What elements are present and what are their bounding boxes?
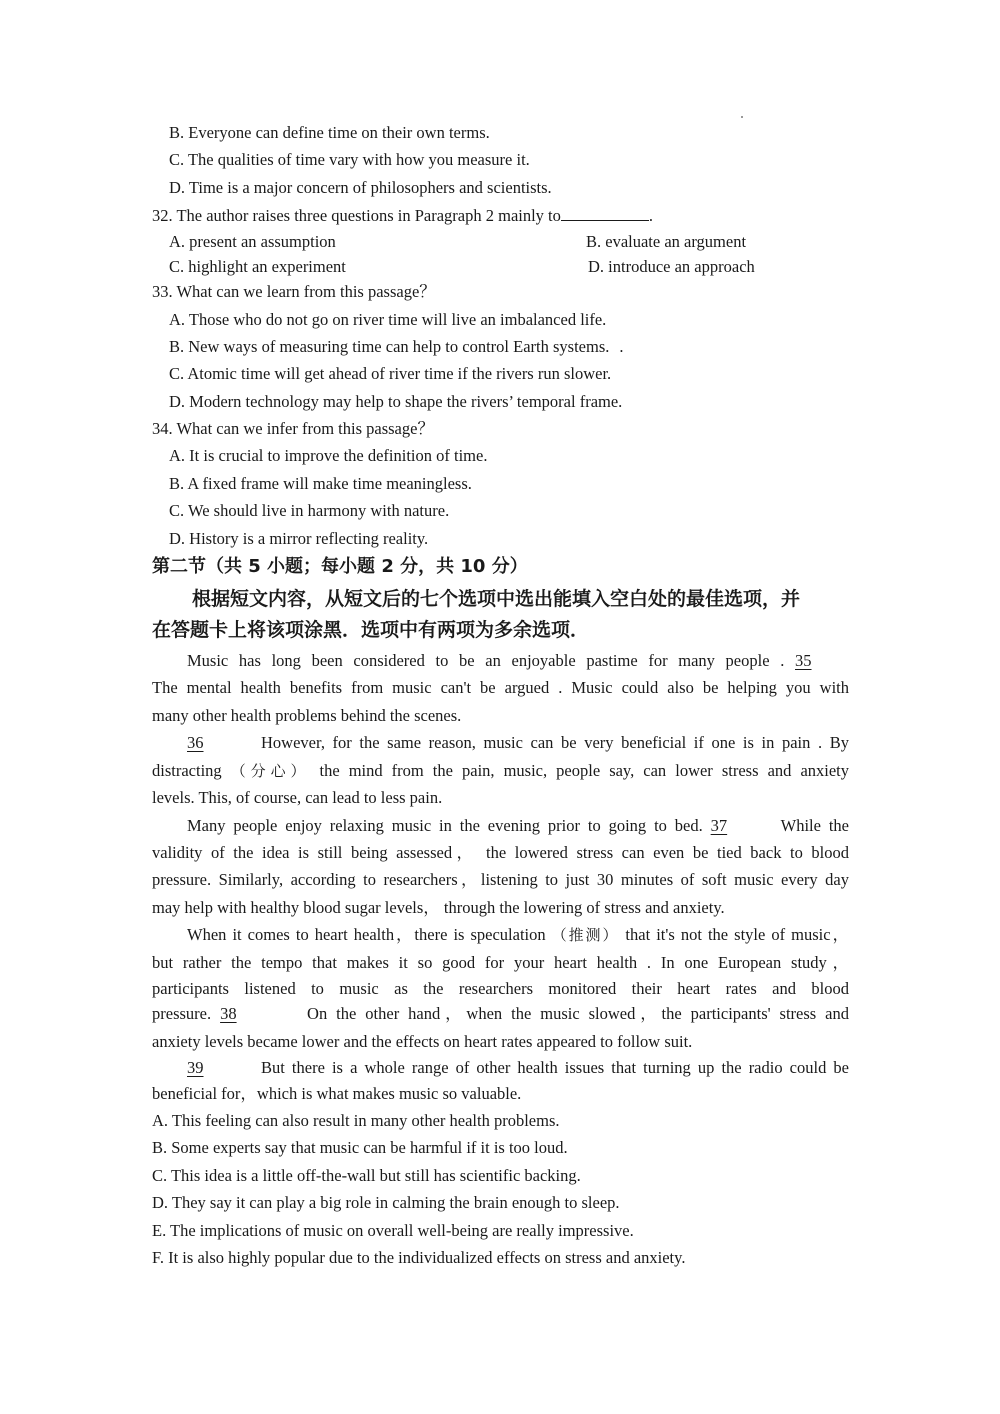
answer-option-d: D. They say it can play a big role in calming the brain enough to sleep. (152, 1193, 620, 1212)
q34-option-b: B. A fixed frame will make time meaningless. (169, 474, 472, 493)
passage-p1-line3: many other health problems behind the scenes. (152, 706, 462, 725)
q31-option-d: D. Time is a major concern of philosophers and scientists. (169, 178, 552, 197)
passage-p3-line3: pressure. Similarly, according to researchers，listening to just 30 minutes of soft music every day (152, 870, 849, 889)
passage-p4-line2: but rather the tempo that makes it so good for your heart health . In one European study， (152, 953, 849, 972)
q31-option-c: C. The qualities of time vary with how you measure it. (169, 150, 530, 169)
answer-blank-line (561, 206, 649, 221)
passage-p3-line4: may help with healthy blood sugar levels， through the lowering of stress and anxiety. (152, 898, 725, 917)
q32-option-d: D. introduce an approach (588, 257, 755, 276)
passage-text: Music has long been considered to be an enjoyable pastime for many people . (187, 651, 785, 670)
passage-p2-line1 (152, 733, 849, 753)
passage-text: that it's not the style of music， (625, 925, 849, 944)
blank-35: 35 (795, 651, 812, 670)
section-heading: 第二节（共 5 小题；每小题 2 分，共 10 分） (152, 556, 528, 577)
q32-stem-end: . (648, 206, 654, 225)
q34-option-d: D. History is a mirror reflecting reality. (169, 529, 429, 548)
q32-option-b: B. evaluate an argument (586, 232, 747, 251)
q32-stem-text: 32. The author raises three questions in Paragraph 2 mainly to (152, 206, 561, 225)
passage-text: However, for the same reason, music can be very beneficial if one is in pain . By (261, 733, 849, 752)
answer-option-f: F. It is also highly popular due to the individualized effects on stress and anxiety. (152, 1248, 686, 1267)
q33-option-d: D. Modern technology may help to shape the rivers’ temporal frame. (169, 392, 623, 411)
passage-p5-line2: beneficial for，which is what makes music so valuable. (152, 1084, 522, 1103)
q33-option-b (169, 337, 624, 357)
passage-p4-line3: participants listened to music as the researchers monitored their heart rates and blood (152, 979, 849, 998)
blank-36: 36 (187, 733, 204, 752)
passage-text: Many people enjoy relaxing music in the evening prior to going to bed. (187, 816, 703, 835)
passage-p1-line2: The mental health benefits from music can't be argued . Music could also be helping you with (152, 678, 849, 697)
q33-stem: 33. What can we learn from this passage？ (152, 282, 436, 301)
chinese-gloss: （分心） (230, 762, 311, 780)
stray-mark: . (619, 337, 624, 356)
q33-option-a: A. Those who do not go on river time will live an imbalanced life. (169, 310, 607, 329)
blank-37: 37 (710, 816, 728, 835)
chinese-gloss: （推测） (551, 926, 620, 944)
q31-option-b: B. Everyone can define time on their own terms. (169, 123, 490, 142)
passage-p4-line4 (152, 1004, 849, 1024)
passage-text: But there is a whole range of other health issues that turning up the radio could be (261, 1058, 849, 1077)
q32-option-a: A. present an assumption (169, 232, 336, 251)
section-instruction-line1: 根据短文内容，从短文后的七个选项中选出能填入空白处的最佳选项，并 (192, 588, 801, 610)
passage-text: the mind from the pain, music, people say, can lower stress and anxiety (319, 761, 850, 780)
answer-option-e: E. The implications of music on overall well-being are really impressive. (152, 1221, 634, 1240)
passage-p4-line5: anxiety levels became lower and the effects on heart rates appeared to follow suit. (152, 1032, 693, 1051)
passage-p5-line1 (152, 1058, 849, 1078)
passage-text: When it comes to heart health，there is speculation (187, 925, 546, 944)
q32-option-c: C. highlight an experiment (169, 257, 346, 276)
q33-option-c: C. Atomic time will get ahead of river time if the rivers run slower. (169, 364, 612, 383)
passage-p3-line2: validity of the idea is still being assessed， the lowered stress can even be tied back to blood (152, 843, 849, 862)
answer-option-b: B. Some experts say that music can be harmful if it is too loud. (152, 1138, 568, 1157)
q33-option-b-text: B. New ways of measuring time can help to control Earth systems. (169, 337, 610, 356)
q34-option-a: A. It is crucial to improve the definition of time. (169, 446, 488, 465)
passage-text: pressure. (152, 1004, 212, 1023)
passage-p2-line2 (152, 761, 849, 781)
q32-stem (152, 206, 653, 226)
blank-39: 39 (187, 1058, 204, 1077)
answer-option-a: A. This feeling can also result in many other health problems. (152, 1111, 560, 1130)
passage-text: While the (780, 816, 850, 835)
q34-option-c: C. We should live in harmony with nature. (169, 501, 450, 520)
scan-speck (741, 116, 743, 118)
answer-option-c: C. This idea is a little off-the-wall but still has scientific backing. (152, 1166, 581, 1185)
passage-text: distracting (152, 761, 222, 780)
passage-text: On the other hand，when the music slowed，the participants' stress and (307, 1004, 850, 1023)
q34-stem: 34. What can we infer from this passage？ (152, 419, 434, 438)
section-instruction-line2: 在答题卡上将该项涂黑．选项中有两项为多余选项． (152, 619, 590, 641)
passage-p2-line3: levels. This, of course, can lead to less pain. (152, 788, 443, 807)
passage-p4-line1 (152, 925, 849, 945)
passage-p3-line1 (152, 816, 849, 836)
blank-38: 38 (220, 1004, 237, 1023)
passage-p1-line1 (152, 651, 849, 671)
